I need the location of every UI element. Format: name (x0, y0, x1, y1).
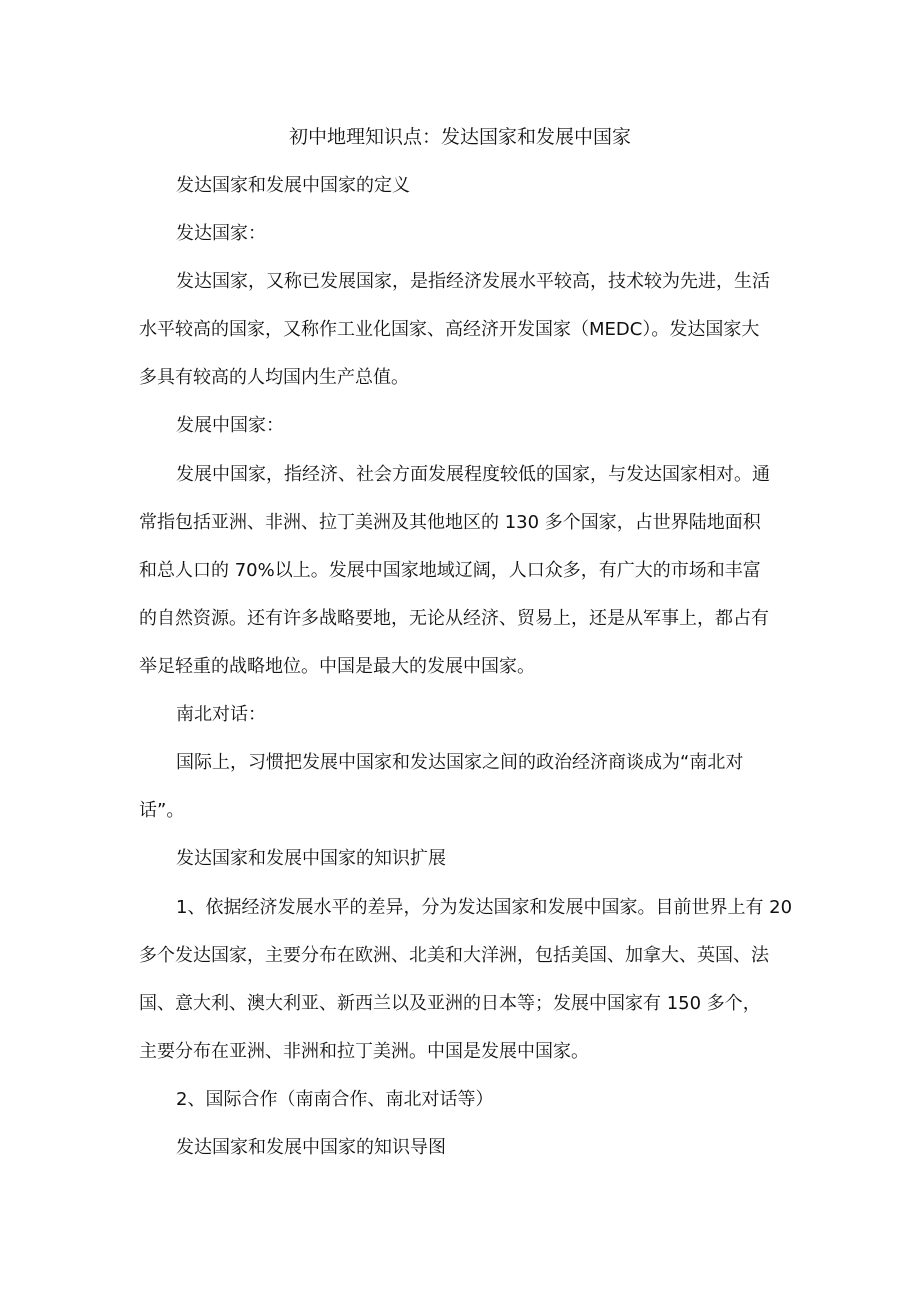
list-item-line: 2、国际合作（南南合作、南北对话等） (176, 1089, 494, 1110)
paragraph-line: 的自然资源。还有许多战略要地，无论从经济、贸易上，还是从军事上，都占有 (139, 608, 769, 629)
paragraph-line: 多具有较高的人均国内生产总值。 (139, 367, 409, 388)
paragraph-line: 国际上，习惯把发展中国家和发达国家之间的政治经济商谈成为“南北对 (176, 752, 744, 773)
document-title: 初中地理知识点：发达国家和发展中国家 (288, 126, 631, 148)
section-heading-definition: 发达国家和发展中国家的定义 (176, 175, 410, 196)
subheading-developing: 发展中国家： (176, 415, 284, 436)
list-item-line: 国、意大利、澳大利亚、新西兰以及亚洲的日本等；发展中国家有 150 多个， (139, 993, 761, 1014)
list-item-line: 主要分布在亚洲、非洲和拉丁美洲。中国是发展中国家。 (139, 1041, 589, 1062)
subheading-developed: 发达国家： (176, 223, 266, 244)
section-heading-extension: 发达国家和发展中国家的知识扩展 (176, 848, 446, 869)
paragraph-line: 和总人口的 70%以上。发展中国家地域辽阔，人口众多，有广大的市场和丰富 (139, 560, 761, 581)
paragraph-line: 话”。 (139, 800, 185, 821)
section-heading-mindmap: 发达国家和发展中国家的知识导图 (176, 1137, 446, 1158)
subheading-north-south: 南北对话： (176, 704, 266, 725)
paragraph-line: 发展中国家，指经济、社会方面发展程度较低的国家，与发达国家相对。通 (176, 464, 770, 485)
list-item-line: 1、依据经济发展水平的差异，分为发达国家和发展中国家。目前世界上有 20 (176, 897, 793, 918)
list-item-line: 多个发达国家，主要分布在欧洲、北美和大洋洲，包括美国、加拿大、英国、法 (139, 945, 769, 966)
paragraph-line: 水平较高的国家，又称作工业化国家、高经济开发国家（MEDC）。发达国家大 (139, 319, 760, 340)
paragraph-line: 发达国家，又称已发展国家，是指经济发展水平较高，技术较为先进，生活 (176, 271, 770, 292)
paragraph-line: 常指包括亚洲、非洲、拉丁美洲及其他地区的 130 多个国家，占世界陆地面积 (139, 512, 761, 533)
paragraph-line: 举足轻重的战略地位。中国是最大的发展中国家。 (139, 656, 535, 677)
